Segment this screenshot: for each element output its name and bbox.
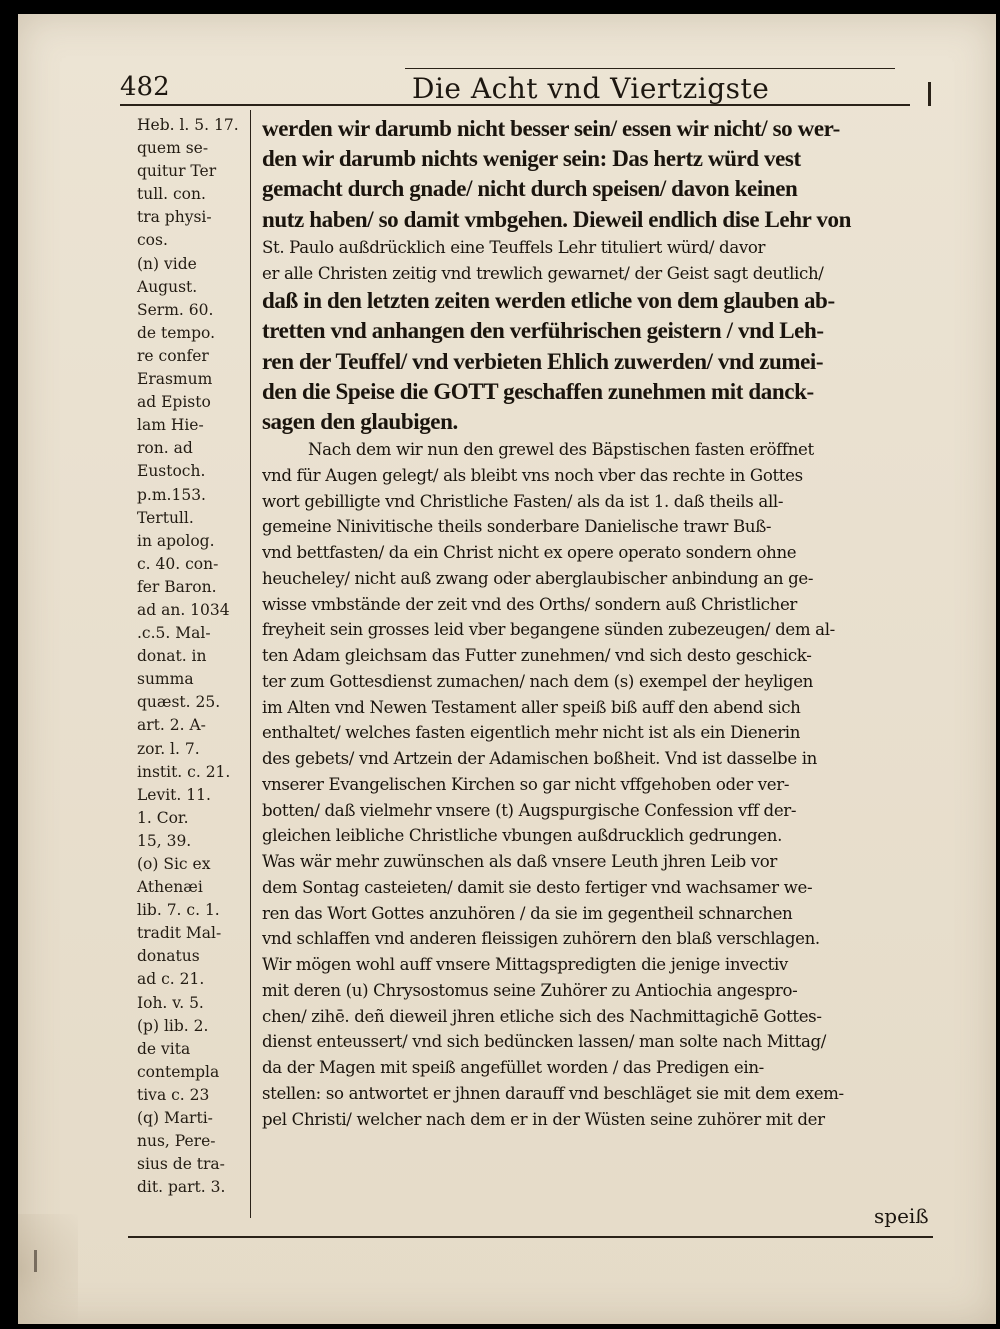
catchword: speiß bbox=[874, 1204, 929, 1228]
margin-note-line: 15, 39. bbox=[137, 831, 192, 850]
header-rule bbox=[120, 104, 910, 106]
margin-note-line: lib. 7. c. 1. bbox=[137, 901, 220, 920]
text-line: mit deren (u) Chrysostomus seine Zuhörer zu Antiochia angespro- bbox=[262, 980, 798, 1000]
margin-note-line: in apolog. bbox=[137, 531, 215, 550]
text-line: vnd schlaffen vnd anderen fleissigen zuhörern den blaß verschlagen. bbox=[262, 929, 820, 949]
footer-rule bbox=[128, 1236, 933, 1238]
margin-note-line: quitur Ter bbox=[137, 162, 217, 181]
text-line: nutz haben/ so damit vmbgehen. Dieweil endlich dise Lehr von bbox=[262, 206, 851, 232]
text-line: gleichen leibliche Christliche vbungen außdrucklich gedrungen. bbox=[262, 826, 783, 846]
text-line: er alle Christen zeitig vnd trewlich gewarnet/ der Geist sagt deutlich/ bbox=[262, 263, 824, 283]
text-line: Nach dem wir nun den grewel des Bäpstischen fasten eröffnet bbox=[308, 440, 814, 460]
margin-note-line: (q) Marti- bbox=[137, 1109, 213, 1128]
text-line: Wir mögen wohl auff vnsere Mittagspredigten die jenige invectiv bbox=[262, 955, 788, 975]
margin-note-line: Levit. 11. bbox=[137, 785, 211, 804]
margin-note-line: quem se- bbox=[137, 139, 209, 158]
margin-note-line: art. 2. A- bbox=[137, 716, 206, 735]
margin-note-line: August. bbox=[137, 277, 198, 296]
margin-notes-column bbox=[137, 114, 249, 1199]
margin-note-line: donatus bbox=[137, 947, 200, 966]
margin-note-line: p.m.153. bbox=[137, 485, 206, 504]
text-line: heucheley/ nicht auß zwang oder aberglaubischer anbindung an ge- bbox=[262, 568, 814, 588]
text-line: stellen: so antwortet er jhnen darauff vnd beschläget sie mit dem exem- bbox=[262, 1083, 844, 1103]
text-line: wort gebilligte vnd Christliche Fasten/ als da ist 1. daß theils all- bbox=[262, 491, 784, 511]
margin-note-line: ron. ad bbox=[137, 439, 193, 458]
running-head: Die Acht vnd Viertzigste bbox=[412, 72, 770, 105]
margin-note-line: Eustoch. bbox=[137, 462, 206, 481]
margin-note-line: tull. con. bbox=[137, 185, 206, 204]
text-line: vnd für Augen gelegt/ als bleibt vns noch vber das rechte in Gottes bbox=[262, 465, 803, 485]
margin-note-line: de vita bbox=[137, 1039, 191, 1058]
text-line: den die Speise die GOTT geschaffen zunehmen mit danck- bbox=[262, 378, 814, 404]
margin-note-line: Serm. 60. bbox=[137, 300, 214, 319]
text-line: St. Paulo außdrücklich eine Teuffels Lehr tituliert würd/ davor bbox=[262, 237, 766, 257]
text-line: dienst enteussert/ vnd sich bedüncken lassen/ man solte nach Mittag/ bbox=[262, 1032, 827, 1052]
margin-note-line: summa bbox=[137, 670, 194, 689]
main-text-column bbox=[262, 114, 928, 1132]
margin-note-line: fer Baron. bbox=[137, 577, 217, 596]
text-line: tretten vnd anhangen den verführischen geistern / vnd Leh- bbox=[262, 318, 824, 344]
margin-note-line: Heb. l. 5. 17. bbox=[137, 116, 239, 134]
text-line: vnserer Evangelischen Kirchen so gar nicht vffgehoben oder ver- bbox=[262, 774, 790, 794]
text-line: pel Christi/ welcher nach dem er in der Wüsten seine zuhörer mit der bbox=[262, 1109, 825, 1129]
text-line: vnd bettfasten/ da ein Christ nicht ex opere operato sondern ohne bbox=[262, 543, 797, 563]
margin-note-line: re confer bbox=[137, 346, 209, 365]
text-line: chen/ zihē. deñ dieweil jhren etliche sich des Nachmittagichē Gottes- bbox=[262, 1006, 822, 1026]
margin-note-line: tra physi- bbox=[137, 208, 212, 227]
margin-note-line: contempla bbox=[137, 1062, 220, 1081]
margin-note-line: cos. bbox=[137, 231, 168, 250]
text-line: Was wär mehr zuwünschen als daß vnsere Leuth jhren Leib vor bbox=[262, 852, 778, 872]
page-number: 482 bbox=[120, 72, 170, 102]
margin-note-line: tradit Mal- bbox=[137, 924, 222, 943]
margin-note-line: tiva c. 23 bbox=[137, 1085, 210, 1104]
margin-note-line: (o) Sic ex bbox=[137, 855, 211, 873]
margin-note-line: ad Episto bbox=[137, 393, 211, 412]
header-rule-top bbox=[405, 68, 895, 69]
margin-note-line: nus, Pere- bbox=[137, 1132, 216, 1151]
margin-note-line: ad c. 21. bbox=[137, 970, 205, 989]
text-line: gemacht durch gnade/ nicht durch speisen/ davon keinen bbox=[262, 176, 798, 202]
margin-note-line: 1. Cor. bbox=[137, 808, 189, 827]
margin-note-line: Athenæi bbox=[137, 878, 203, 897]
text-line: werden wir darumb nicht besser sein/ essen wir nicht/ so wer- bbox=[262, 116, 840, 141]
margin-note-line: ad an. 1034 bbox=[137, 600, 230, 619]
text-line: botten/ daß vielmehr vnsere (t) Augspurgische Confession vff der- bbox=[262, 800, 797, 820]
text-line: ren das Wort Gottes anzuhören / da sie im gegentheil schnarchen bbox=[262, 903, 793, 923]
text-line: sagen den glaubigen. bbox=[262, 409, 458, 434]
margin-note-line: c. 40. con- bbox=[137, 554, 219, 573]
margin-note-line: Tertull. bbox=[137, 508, 194, 527]
text-line: ter zum Gottesdienst zumachen/ nach dem (s) exempel der heyligen bbox=[262, 671, 814, 691]
text-line: des gebets/ vnd Artzein der Adamischen boßheit. Vnd ist dasselbe in bbox=[262, 749, 818, 769]
margin-note-line: lam Hie- bbox=[137, 416, 204, 435]
text-line: im Alten vnd Newen Testament aller speiß biß auff den abend sich bbox=[262, 697, 801, 717]
margin-note-line: de tempo. bbox=[137, 323, 216, 342]
margin-note-line: quæst. 25. bbox=[137, 693, 221, 712]
text-line: freyheit sein grosses leid vber begangene sünden zubezeugen/ dem al- bbox=[262, 620, 835, 640]
margin-note-line: instit. c. 21. bbox=[137, 762, 231, 781]
margin-note-line: zor. l. 7. bbox=[137, 739, 200, 758]
text-line: enthaltet/ welches fasten eigentlich mehr nicht ist als ein Dienerin bbox=[262, 723, 801, 743]
margin-note-line: donat. in bbox=[137, 647, 207, 666]
text-line: ten Adam gleichsam das Futter zunehmen/ vnd sich desto geschick- bbox=[262, 646, 812, 666]
text-line: gemeine Ninivitische theils sonderbare Danielische trawr Buß- bbox=[262, 517, 772, 537]
paper-stain bbox=[18, 1214, 78, 1324]
margin-note-line: sius de tra- bbox=[137, 1155, 225, 1174]
margin-note-line: .c.5. Mal- bbox=[137, 624, 211, 643]
margin-note-line: (p) lib. 2. bbox=[137, 1016, 209, 1035]
header-tick-mark bbox=[928, 82, 931, 106]
text-line: dem Sontag casteieten/ damit sie desto fertiger vnd wachsamer we- bbox=[262, 877, 813, 897]
text-line: da der Magen mit speiß angefüllet worden / das Predigen ein- bbox=[262, 1058, 764, 1078]
text-line: den wir darumb nichts weniger sein: Das hertz würd vest bbox=[262, 146, 801, 172]
text-line: daß in den letzten zeiten werden etliche von dem glauben ab- bbox=[262, 288, 835, 314]
margin-note-line: dit. part. 3. bbox=[137, 1178, 226, 1197]
margin-note-line: Erasmum bbox=[137, 370, 213, 389]
margin-note-line: (n) vide bbox=[137, 254, 197, 273]
text-line: ren der Teuffel/ vnd verbieten Ehlich zuwerden/ vnd zumei- bbox=[262, 348, 824, 374]
margin-note-line: Ioh. v. 5. bbox=[137, 993, 204, 1012]
edge-mark bbox=[34, 1250, 37, 1272]
column-divider bbox=[250, 110, 251, 1218]
text-line: wisse vmbstände der zeit vnd des Orths/ sondern auß Christlicher bbox=[262, 594, 797, 614]
